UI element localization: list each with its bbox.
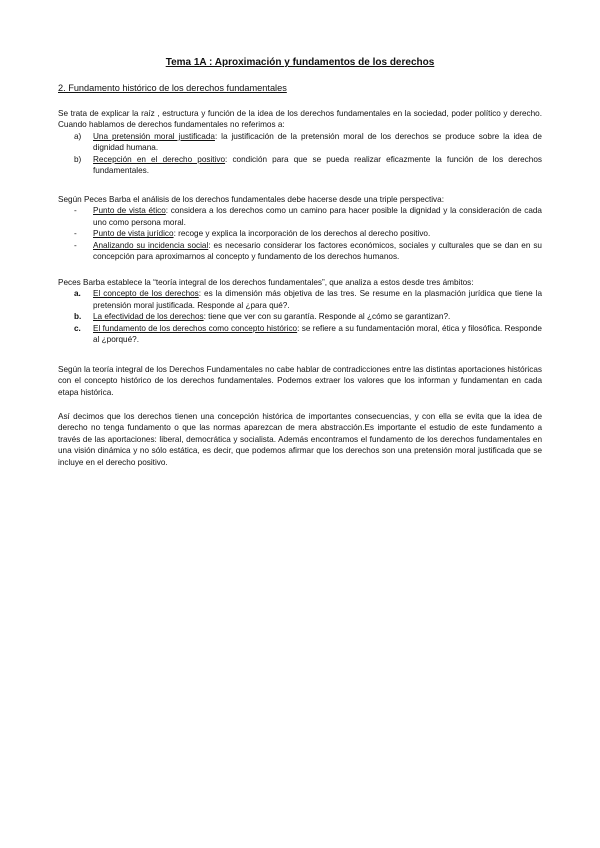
perspectives-paragraph: Según Peces Barba el análisis de los derechos fundamentales debe hacerse desde una triple perspectiva: xyxy=(58,195,444,204)
intro-item-a xyxy=(58,131,542,154)
list-marker: - xyxy=(74,206,77,216)
document-title: Tema 1A : Aproximación y fundamentos de los derechos xyxy=(165,57,435,68)
item-term: Una pretensión moral justificada xyxy=(93,131,215,141)
list-marker: - xyxy=(74,229,77,239)
list-marker: - xyxy=(74,240,77,250)
integral-item-b xyxy=(58,311,542,322)
section-heading: 2. Fundamento histórico de los derechos fundamentales xyxy=(58,83,287,93)
intro-paragraph: Se trata de explicar la raíz , estructura y función de la idea de los derechos fundamentales en la sociedad, poder político y derecho. Cuando hablamos de derechos fundamentales no referimos a: xyxy=(58,109,542,130)
integral-theory-block xyxy=(58,277,542,345)
paragraph-integral-conclusion xyxy=(58,364,542,398)
integral-item-c xyxy=(58,323,542,346)
perspective-item-ethical xyxy=(58,205,542,228)
item-term: Recepción en el derecho positivo xyxy=(93,154,226,164)
perspectives-block xyxy=(58,194,542,262)
intro-block xyxy=(58,108,542,176)
paragraph-text: Según la teoría integral de los Derechos Fundamentales no cabe hablar de contradicciones entre las distintas aportaciones históricas con el concepto histórico de los derechos fundamentales. Podemos extraer los valores que los informan y fundamentan en cada etapa histórica. xyxy=(58,365,542,397)
list-marker: b. xyxy=(74,312,82,322)
item-text: : es la dimensión más objetiva de las tres. Se resume en la plasmación jurídica que tiene la pretensión moral justificada. Responde al ¿para qué?. xyxy=(93,289,542,310)
list-marker: c. xyxy=(74,323,81,333)
item-text: : es necesario considerar los factores económicos, sociales y culturales que se dan en su concepción para aproximarnos al concepto y fundamento de los derechos humanos. xyxy=(93,240,542,262)
item-text: : considera a los derechos como un camino para hacer posible la dignidad y la consideración de cada uno como persona moral. xyxy=(93,206,542,227)
item-text: : tiene que ver con su garantía. Responde al ¿cómo se garantizan?. xyxy=(203,312,451,322)
item-term: El fundamento de los derechos como concepto histórico xyxy=(93,323,298,333)
perspective-item-legal xyxy=(58,228,542,239)
item-term: Analizando su incidencia social xyxy=(93,240,209,250)
integral-item-a xyxy=(58,288,542,311)
item-text: : se refiere a su fundamentación moral, ética y filosófica. Responde al ¿porqué?. xyxy=(93,323,542,345)
item-term: El concepto de los derechos xyxy=(93,289,199,299)
paragraph-text: Así decimos que los derechos tienen una concepción histórica de importantes consecuencias, y con ella se evita que la idea de derecho no tenga fundamento o que las normas aparezcan de mera abstracción.Es importante el estudio de este fundamento a través de las aportaciones: liberal, democrática y socialista. Además encontramos el fundamento de los derechos fundamentales en una visión dinámica y no sólo estática, es decir, que podemos afirmar que los derechos son una pretensión moral justificada que se incluye en el derecho positivo. xyxy=(58,412,542,467)
list-marker: a. xyxy=(74,289,81,299)
item-term: Punto de vista jurídico xyxy=(93,229,174,239)
integral-theory-paragraph: Peces Barba establece la “teoría integral de los derechos fundamentales”, que analiza a estos desde tres ámbitos: xyxy=(58,278,474,287)
intro-item-b xyxy=(58,154,542,177)
item-text: : condición para que se pueda realizar eficazmente la función de los derechos fundamentales. xyxy=(93,154,542,176)
item-term: La efectividad de los derechos xyxy=(93,312,204,322)
list-marker: a) xyxy=(74,131,82,141)
perspective-item-social xyxy=(58,240,542,263)
list-marker: b) xyxy=(74,154,82,164)
paragraph-historical-conception xyxy=(58,411,542,468)
item-text: : recoge y explica la incorporación de los derechos al derecho positivo. xyxy=(173,229,431,239)
item-text: : la justificación de la pretensión moral de los derechos se produce sobre la idea de dignidad humana. xyxy=(93,131,542,153)
item-term: Punto de vista ético xyxy=(93,206,166,216)
